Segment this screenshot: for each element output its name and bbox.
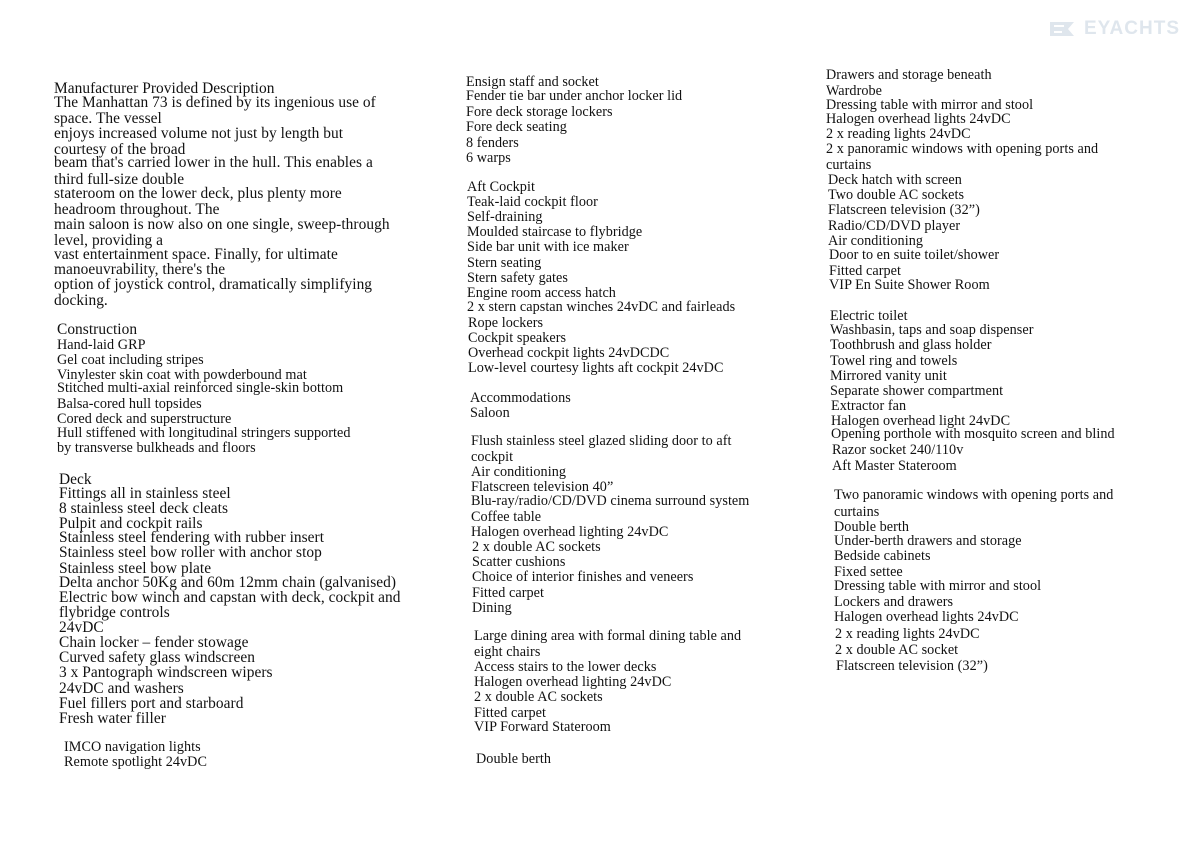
list-item: Dressing table with mirror and stool (826, 97, 1034, 113)
list-item: Radio/CD/DVD player (828, 218, 961, 234)
list-item: cockpit (471, 449, 514, 465)
list-item: Cored deck and superstructure (57, 411, 232, 427)
section-heading: Dining (472, 600, 512, 616)
list-item: Curved safety glass windscreen (59, 649, 255, 666)
list-item: Coffee table (471, 509, 542, 525)
list-item: Fitted carpet (474, 705, 546, 721)
list-item: Double berth (476, 751, 552, 767)
paragraph-line: space. The vessel (54, 110, 162, 127)
paragraph-line: vast entertainment space. Finally, for ultimate (54, 246, 338, 263)
list-item: Remote spotlight 24vDC (64, 754, 207, 770)
list-item: Halogen overhead lighting 24vDC (474, 674, 672, 690)
list-item: Mirrored vanity unit (830, 368, 947, 384)
list-item: Air conditioning (471, 464, 566, 480)
list-item: Halogen overhead lights 24vDC (826, 111, 1011, 127)
watermark (1048, 18, 1180, 40)
list-item: Fixed settee (834, 564, 903, 580)
section-heading: Construction (57, 321, 138, 338)
list-item: Dressing table with mirror and stool (834, 578, 1042, 594)
list-item: 24vDC and washers (59, 680, 184, 697)
list-item: 2 x reading lights 24vDC (826, 126, 971, 142)
list-item: Overhead cockpit lights 24vDCDC (468, 345, 670, 361)
list-item: 2 x stern capstan winches 24vDC and fairleads (467, 299, 736, 315)
list-item: Large dining area with formal dining table and (474, 628, 742, 644)
list-item: 2 x double AC sockets (474, 689, 603, 705)
list-item: Fender tie bar under anchor locker lid (466, 88, 683, 104)
list-item: curtains (834, 504, 880, 520)
list-item: Extractor fan (831, 398, 907, 414)
list-item: Flatscreen television (32”) (828, 202, 980, 218)
list-item: Balsa-cored hull topsides (57, 396, 202, 412)
list-item: Lockers and drawers (834, 594, 954, 610)
list-item: Double berth (834, 519, 910, 535)
paragraph-line: main saloon is now also on one single, sweep-through (54, 216, 390, 233)
list-item: Halogen overhead lights 24vDC (834, 609, 1019, 625)
section-heading: Deck (59, 471, 92, 488)
paragraph-line: option of joystick control, dramatically simplifying (54, 276, 373, 293)
watermark-text: EYACHTS (1083, 18, 1180, 39)
section-heading: Accommodations (470, 390, 571, 406)
list-item: Drawers and storage beneath (826, 67, 992, 83)
list-item: Engine room access hatch (467, 285, 616, 301)
section-heading: VIP En Suite Shower Room (829, 277, 990, 293)
list-item: Delta anchor 50Kg and 60m 12mm chain (galvanised) (59, 574, 397, 591)
list-item: Flatscreen television 40” (471, 479, 614, 495)
section-heading: Aft Master Stateroom (832, 458, 957, 474)
list-item: Stern seating (467, 255, 542, 271)
list-item: 2 x double AC sockets (472, 539, 601, 555)
list-item: Stainless steel fendering with rubber insert (59, 529, 325, 546)
list-item: Fitted carpet (472, 585, 544, 601)
list-item: Pulpit and cockpit rails (59, 515, 203, 532)
list-item: Ensign staff and socket (466, 74, 599, 90)
paragraph-line: The Manhattan 73 is defined by its ingenious use of (54, 94, 376, 111)
list-item: Deck hatch with screen (828, 172, 962, 188)
list-item: Teak-laid cockpit floor (467, 194, 598, 210)
list-item: Washbasin, taps and soap dispenser (830, 322, 1034, 338)
list-item: Electric bow winch and capstan with deck, cockpit and (59, 589, 401, 606)
list-item: Fuel fillers port and starboard (59, 695, 244, 712)
list-item: Fittings all in stainless steel (59, 485, 231, 502)
list-item: Side bar unit with ice maker (467, 239, 629, 255)
list-item: Fitted carpet (829, 263, 901, 279)
list-item: Razor socket 240/110v (832, 442, 964, 458)
list-item: Stainless steel bow plate (59, 560, 212, 577)
section-heading: VIP Forward Stateroom (474, 719, 611, 735)
list-item: Flatscreen television (32”) (836, 658, 988, 674)
list-item: Electric toilet (830, 308, 908, 324)
list-item: Stitched multi-axial reinforced single-skin bottom (57, 380, 344, 396)
list-item: Hull stiffened with longitudinal stringers supported (57, 425, 351, 441)
list-item: 3 x Pantograph windscreen wipers (59, 664, 273, 681)
list-item: Blu-ray/radio/CD/DVD cinema surround system (471, 493, 750, 509)
list-item: Two panoramic windows with opening ports and (834, 487, 1114, 503)
list-item: Choice of interior finishes and veneers (472, 569, 694, 585)
list-item: 8 fenders (466, 135, 519, 151)
list-item: Bedside cabinets (834, 548, 931, 564)
list-item: by transverse bulkheads and floors (57, 440, 256, 456)
list-item: Towel ring and towels (830, 353, 958, 369)
section-heading: Aft Cockpit (467, 179, 535, 195)
list-item: Stern safety gates (467, 270, 568, 286)
list-item: Fresh water filler (59, 710, 166, 727)
paragraph-line: docking. (54, 292, 108, 309)
list-item: Air conditioning (828, 233, 923, 249)
section-heading: Saloon (470, 405, 510, 421)
list-item: Door to en suite toilet/shower (829, 247, 1000, 263)
list-item: Self-draining (467, 209, 543, 225)
list-item: Stainless steel bow roller with anchor stop (59, 544, 322, 561)
list-item: 8 stainless steel deck cleats (59, 500, 228, 517)
section-title: Manufacturer Provided Description (54, 80, 275, 97)
list-item: flybridge controls (59, 604, 170, 621)
list-item: 2 x reading lights 24vDC (835, 626, 980, 642)
list-item: Cockpit speakers (468, 330, 567, 346)
list-item: 6 warps (466, 150, 511, 166)
paragraph-line: manoeuvrability, there's the (54, 261, 226, 278)
paragraph-line: courtesy of the broad (54, 141, 186, 158)
list-item: IMCO navigation lights (64, 739, 201, 755)
list-item: Moulded staircase to flybridge (467, 224, 643, 240)
list-item: Halogen overhead lighting 24vDC (471, 524, 669, 540)
list-item: Rope lockers (468, 315, 544, 331)
list-item: Toothbrush and glass holder (830, 337, 992, 353)
paragraph-line: enjoys increased volume not just by length but (54, 125, 344, 142)
list-item: Low-level courtesy lights aft cockpit 24vDC (468, 360, 724, 376)
list-item: Scatter cushions (472, 554, 566, 570)
paragraph-line: third full-size double (54, 171, 185, 188)
list-item: Fore deck storage lockers (466, 104, 613, 120)
list-item: Fore deck seating (466, 119, 567, 135)
list-item: Under-berth drawers and storage (834, 533, 1022, 549)
list-item: Vinylester skin coat with powderbound mat (57, 367, 307, 383)
list-item: Halogen overhead light 24vDC (831, 413, 1011, 429)
paragraph-line: stateroom on the lower deck, plus plenty more (54, 185, 342, 202)
list-item: 2 x panoramic windows with opening ports and (826, 141, 1099, 157)
list-item: Gel coat including stripes (57, 352, 204, 368)
list-item: Chain locker – fender stowage (59, 634, 249, 651)
paragraph-line: level, providing a (54, 232, 164, 249)
list-item: Separate shower compartment (830, 383, 1004, 399)
paragraph-line: beam that's carried lower in the hull. This enables a (54, 154, 373, 171)
list-item: Wardrobe (826, 83, 882, 99)
list-item: 2 x double AC socket (835, 642, 959, 658)
list-item: Two double AC sockets (828, 187, 965, 203)
list-item: Hand-laid GRP (57, 337, 146, 353)
list-item: eight chairs (474, 644, 541, 660)
list-item: Flush stainless steel glazed sliding door to aft (471, 433, 732, 449)
list-item: Access stairs to the lower decks (474, 659, 657, 675)
list-item: curtains (826, 157, 872, 173)
list-item: 24vDC (59, 619, 104, 636)
yacht-flag-icon (1048, 20, 1078, 38)
list-item: Opening porthole with mosquito screen and blind (831, 426, 1115, 442)
paragraph-line: headroom throughout. The (54, 201, 220, 218)
